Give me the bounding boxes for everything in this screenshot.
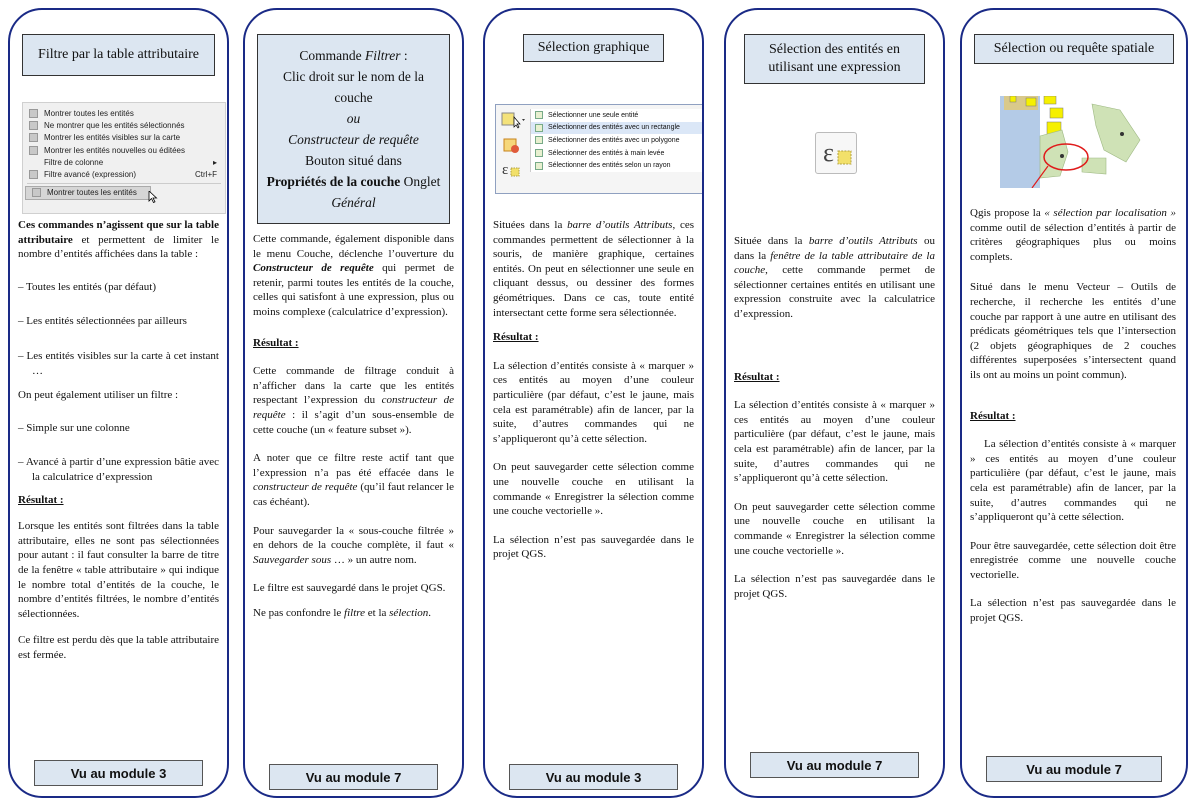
filter-icon	[29, 133, 38, 142]
list-item: – Les entités sélectionnées par ailleurs	[18, 315, 187, 328]
result-heading: Résultat :	[493, 331, 539, 344]
selection-dropdown	[530, 109, 703, 172]
expression-select-icon	[815, 132, 857, 174]
filter-icon	[29, 170, 38, 179]
menu-item-show-all[interactable]: Montrer toutes les entités	[23, 107, 225, 119]
svg-text:ε: ε	[823, 138, 834, 167]
panel-body: Situées dans la barre d’outils Attributs, ces commandes permettent de sélectionner à la souris, de manière graphique, certaines entités. On peut en sélectionner une seule en cliquant dessus, ou dessiner des formes géométriques. Dans ce cas, toute entité intersectant cette forme sera sélectionnée. Résultat : La sélection d’entités consiste à « marquer » ces entités au moyen d’une couleur particulière (par défaut, c’est le jaune, mais cela est paramétrable) afin de lancer, par la suite, d’autres commandes qui ne s’appliqueront qu’à cette sélection. On peut sauvegarder cette sélection comme une nouvelle couche en utilisant la commande « Enregistrer la sélection comme une couche vectorielle ». La sélection n’est pas sauvegardée dans le projet QGS.	[493, 219, 694, 561]
select-freehand-icon	[535, 149, 543, 157]
panel-body: Qgis propose la « sélection par localisation » comme outil de sélection d’entités à partir de critères géographiques plus ou moins complets. Situé dans le menu Vecteur – Outils de recherche, il recherche les entités d’une couche par rapport à une autre en utilisant des prédicats géométriques tels que l’intersection (2 objets géographiques de 2 couches différentes superposées s’intersectent quand ils ont au moins un point commun). Résultat : La sélection d’entités consiste à « marquer » ces entités au moyen d’une couleur particulière (par défaut, c’est le jaune, mais cela est paramétrable) afin de lancer, par la suite, d’autres commandes qui ne s’appliqueront qu’à cette sélection. Pour être sauvegardée, cette sélection doit être enregistrée comme une nouvelle couche vectorielle. La sélection n’est pas sauvegardée dans le projet QGS.	[970, 207, 1177, 625]
module-footer: Vu au module 7	[269, 764, 438, 790]
select-polygon-icon	[535, 136, 543, 144]
list-item: – Avancé à partir d’une expression bâtie avec la calculatrice d’expression	[18, 456, 219, 483]
svg-text:ε: ε	[502, 162, 509, 178]
select-single-icon	[535, 111, 543, 119]
result-heading: Résultat :	[970, 409, 1016, 422]
panel-body: Ces commandes n’agissent que sur la table attributaire et permettent de limiter le nombre d’entités affichées dans la table : – Toutes les entités (par défaut) – Les entités sélectionnées par ailleurs – Les entités visibles sur la carte à cet instant … On peut également utiliser un filtre : – Simple sur une colonne – Avancé à partir d’une expression bâtie avec la calculatrice d’expression Résultat : Lorsque les entités sont filtrées dans la table attributaire, elles ne sont pas sélectionnées pour autant : il faut consulter la barre de titre de la fenêtre « table attributaire » qui indique le nombre total d’entités de la couche, le nombre d’entités filtrées, le nombre d’entités sélectionnées. Ce filtre est perdu dès que la table attributaire est fermée.	[18, 219, 219, 661]
menu-item-show-selected[interactable]: Ne montrer que les entités sélectionnés	[23, 119, 225, 131]
panel-attribute-table-filter	[8, 8, 229, 798]
menu-item-show-visible[interactable]: Montrer les entités visibles sur la carte	[23, 132, 225, 144]
menu-item-select-single[interactable]: Sélectionner une seule entité	[531, 109, 703, 122]
submenu-arrow-icon: ▸	[212, 157, 217, 167]
result-heading: Résultat :	[253, 336, 299, 349]
filter-icon	[29, 146, 38, 155]
menu-item-select-freehand[interactable]: Sélectionner des entités à main levée	[531, 147, 703, 160]
menu-item-select-rectangle[interactable]: Sélectionner des entités avec un rectangle	[531, 122, 703, 135]
module-footer: Vu au module 3	[509, 764, 678, 790]
list-item: – Toutes les entités (par défaut)	[18, 280, 157, 293]
cursor-icon	[148, 191, 158, 203]
menu-item-show-new-edited[interactable]: Montrer les entités nouvelles ou éditées	[23, 144, 225, 156]
panel-body: Située dans la barre d’outils Attributs ou dans la fenêtre de la table attributaire de la couche, cette commande permet de sélectionner certaines entités en utilisant une expression construite avec la calculatrice d’expression. Résultat : La sélection d’entités consiste à « marquer » ces entités au moyen d’une couleur particulière (par défaut, c’est le jaune, mais cela est paramétrable) afin de lancer, par la suite, d’autres commandes qui ne s’appliqueront qu’à cette sélection. On peut sauvegarder cette sélection comme une nouvelle couche en utilisant la commande « Enregistrer la sélection comme une couche vectorielle ». La sélection n’est pas sauvegardée dans le projet QGS.	[734, 235, 935, 600]
menu-button-show-all[interactable]: Montrer toutes les entités	[25, 186, 151, 200]
panel-body: Cette commande, également disponible dans le menu Couche, déclenche l’ouverture du Constructeur de requête qui permet de retenir, parmi toutes les entités de la couche, celles qui satisfont à une expression, plus ou moins complexe (calculatrice d’expression). Résultat : Cette commande de filtrage conduit à n’afficher dans la carte que les entités respectant l’expression du constructeur de requête : il s’agit d’un sous-ensemble de cette couche (un « feature subset »). A noter que ce filtre reste actif tant que l’expression n’a pas été effacée dans le constructeur de requête (qu’il faut relancer le cas échéant). Pour sauvegarder la « sous-couche filtrée » en dehors de la couche complète, il faut « Sauvegarder sous … » un autre nom. Le filtre est sauvegardé dans le projet QGS. Ne pas confondre le filtre et la sélection.	[253, 233, 455, 619]
module-footer: Vu au module 7	[986, 756, 1162, 782]
result-heading: Résultat :	[18, 493, 64, 506]
menu-item-select-radius[interactable]: Sélectionner des entités selon un rayon	[531, 159, 703, 172]
menu-item-advanced-filter[interactable]: Filtre avancé (expression) Ctrl+F	[23, 168, 225, 180]
filter-icon	[32, 188, 41, 197]
attribute-filter-menu	[22, 102, 226, 214]
expression-select-icon[interactable]	[500, 159, 522, 179]
select-rectangle-icon	[535, 124, 543, 132]
module-footer: Vu au module 3	[34, 760, 203, 786]
menu-item-column-filter[interactable]: Filtre de colonne ▸	[44, 157, 217, 167]
panel-title: Sélection des entités en utilisant une expression	[744, 34, 925, 84]
panel-title: Sélection graphique	[523, 34, 664, 62]
selection-toolbar	[495, 104, 703, 194]
spatial-selection-map	[1000, 96, 1150, 188]
list-item: – Les entités visibles sur la carte à cet instant …	[18, 349, 219, 377]
panel-spatial-query	[960, 8, 1188, 798]
panel-expression-selection	[724, 8, 945, 798]
module-footer: Vu au module 7	[750, 752, 919, 778]
result-heading: Résultat :	[734, 370, 780, 383]
panel-filter-command	[243, 8, 464, 798]
select-radius-icon	[535, 162, 543, 170]
panel-graphic-selection	[483, 8, 704, 798]
list-item: – Simple sur une colonne	[18, 421, 130, 434]
panel-title: Sélection ou requête spatiale	[974, 34, 1174, 64]
panel-title: Filtre par la table attributaire	[22, 34, 215, 76]
select-by-attributes-icon[interactable]	[500, 137, 522, 155]
filter-icon	[29, 121, 38, 130]
filter-icon	[29, 109, 38, 118]
panel-title: Commande Filtrer : Clic droit sur le nom de la couche ou Constructeur de requête Bouton situé dans Propriétés de la couche Onglet Général	[257, 34, 450, 224]
menu-item-select-polygon[interactable]: Sélectionner des entités avec un polygone	[531, 134, 703, 147]
select-features-icon[interactable]	[500, 111, 526, 129]
